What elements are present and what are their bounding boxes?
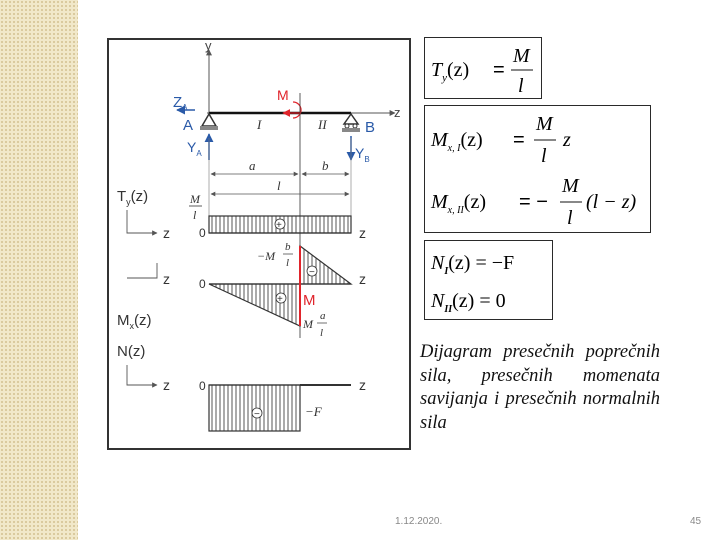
- mx-plus-sign: +: [277, 294, 283, 305]
- n-z-right-label: z: [359, 377, 366, 393]
- mx-jump-m-label: M: [303, 292, 316, 309]
- mx-z-label: z: [163, 271, 170, 287]
- mx1-num: M: [536, 113, 553, 135]
- ty-z-right-label: z: [359, 225, 366, 241]
- mx1-tail: z: [563, 129, 571, 151]
- n-zero-label: 0: [199, 379, 206, 393]
- dim-a-label: a: [249, 158, 256, 173]
- mx-z-right-label: z: [359, 271, 366, 287]
- ty-num: M: [513, 45, 530, 67]
- support-b-base: [342, 128, 360, 132]
- formula-shear: [425, 38, 541, 98]
- page-number: 45: [690, 516, 702, 527]
- ty-diagram-label: $T_y(z)$: [117, 188, 149, 207]
- formula-box-moment: [424, 105, 651, 233]
- mx2-den: l: [567, 207, 573, 229]
- segment-ii-label: II: [318, 117, 327, 132]
- n-minus-sign: −: [254, 409, 260, 420]
- mx1-lhs: $M_{x, I}(z)$: [431, 129, 483, 154]
- formula-box-shear: [424, 37, 542, 99]
- point-b-label: B: [365, 119, 376, 136]
- roller-2: [353, 124, 357, 128]
- ty-den: l: [518, 75, 524, 97]
- mx-diagram-label: $M_x(z)$: [117, 312, 152, 331]
- segment-i-label: I: [257, 117, 262, 132]
- reaction-ya-label: $Y_A$: [187, 139, 202, 158]
- mx-mal-den: l: [320, 327, 324, 339]
- ty-lhs: $T_y(z)$: [431, 59, 470, 84]
- n1-formula: $N_I(z) = -F$: [431, 252, 515, 277]
- ty-eq: =: [493, 59, 505, 81]
- mx1-eq: =: [513, 129, 525, 151]
- formula-normal: [425, 241, 552, 319]
- reaction-za-label: $Z_A$: [173, 94, 188, 112]
- decorative-side-strip: [0, 0, 78, 540]
- n-diagram-label: N(z): [117, 343, 146, 360]
- point-a-label: A: [183, 117, 194, 134]
- beam-diagram: [107, 38, 411, 450]
- ty-zero-label: 0: [199, 226, 206, 240]
- dim-l-label: l: [277, 178, 281, 193]
- reaction-yb-label: $Y_B$: [355, 145, 370, 164]
- support-a-base: [200, 126, 218, 130]
- mx-minus-sign: −: [309, 267, 315, 278]
- y-axis-label: y: [205, 38, 212, 53]
- ty-l-label: l: [193, 208, 197, 222]
- mx-neg-mbl-prefix: −M: [257, 249, 276, 263]
- mx-mal-num: a: [320, 310, 326, 322]
- diagram-caption: Dijagram presečnih poprečnih sila, presečnih momenata savijanja i presečnih normalnih sila: [420, 342, 660, 433]
- moment-m-label: M: [277, 87, 289, 103]
- n-neg-f-label: −F: [305, 404, 322, 419]
- mx-zero-label: 0: [199, 277, 206, 291]
- n2-formula: $N_{II}(z) = 0$: [431, 290, 506, 315]
- dim-b-label: b: [322, 158, 329, 173]
- mx2-eq: = −: [519, 191, 548, 213]
- formula-box-normal: [424, 240, 553, 320]
- mx-neg-mbl-den: l: [286, 257, 290, 269]
- ty-z-label: z: [163, 225, 170, 241]
- roller-1: [345, 124, 349, 128]
- n-diagram-area: [209, 385, 300, 431]
- ty-plus-sign: +: [276, 220, 282, 231]
- formula-moment: [425, 106, 650, 232]
- n-z-label: z: [163, 377, 170, 393]
- mx-mal-prefix: M: [303, 317, 313, 331]
- mx-neg-mbl-num: b: [285, 241, 291, 253]
- mx2-tail: (l − z): [586, 191, 637, 213]
- z-axis-label: z: [394, 105, 401, 120]
- mx1-den: l: [541, 145, 547, 167]
- ty-m-label: M: [190, 192, 200, 206]
- mx2-num: M: [562, 175, 579, 197]
- mx2-lhs: $M_{x, II}(z)$: [431, 191, 486, 216]
- footer-date: 1.12.2020.: [395, 516, 443, 527]
